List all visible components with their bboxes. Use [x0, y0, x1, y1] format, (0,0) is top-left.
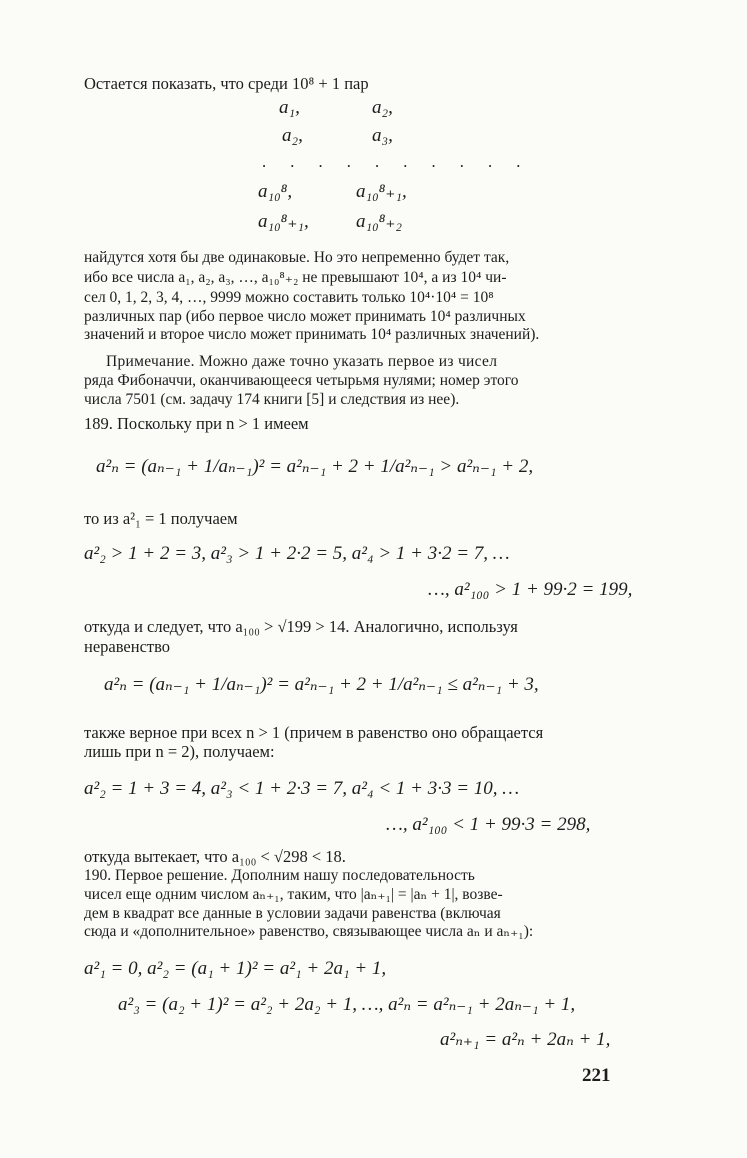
text-line: сел 0, 1, 2, 3, 4, …, 9999 можно составить только 10⁴·10⁴ = 10⁸ [84, 289, 494, 306]
text-line: ряда Фибоначчи, оканчивающееся четырьмя нулями; номер этого [84, 372, 519, 389]
formula-line: …, a²₁₀₀ > 1 + 99·2 = 199, [428, 579, 633, 600]
problem-190-heading: 190. Первое решение. Дополним нашу последовательность [84, 867, 475, 884]
formula-line: …, a²₁₀₀ < 1 + 99·3 = 298, [386, 814, 591, 835]
pair-table-ellipsis: . . . . . . . . . . [262, 152, 531, 171]
text-line: Остается показать, что среди 10⁸ + 1 пар [84, 74, 369, 93]
page-number: 221 [582, 1065, 611, 1086]
remark-line: Примечание. Можно даже точно указать первое из чисел [106, 353, 498, 370]
text-line: откуда и следует, что a₁₀₀ > √199 > 14. Аналогично, используя [84, 617, 518, 636]
formula-line: a²₁ = 0, a²₂ = (a₁ + 1)² = a²₁ + 2a₁ + 1, [84, 958, 387, 979]
text-line: откуда вытекает, что a₁₀₀ < √298 < 18. [84, 847, 346, 866]
pair-table-cell: a₁₀⁸, [258, 181, 293, 202]
formula-line: a²ₙ = (aₙ₋₁ + 1/aₙ₋₁)² = a²ₙ₋₁ + 2 + 1/a²ₙ₋₁ ≤ a²ₙ₋₁ + 3, [104, 674, 539, 695]
formula-line: a²₃ = (a₂ + 1)² = a²₂ + 2a₂ + 1, …, a²ₙ = a²ₙ₋₁ + 2aₙ₋₁ + 1, [118, 994, 576, 1015]
problem-189-heading: 189. Поскольку при n > 1 имеем [84, 414, 309, 433]
text-line: числа 7501 (см. задачу 174 книги [5] и следствия из нее). [84, 391, 460, 408]
pair-table-cell: a₃, [372, 125, 393, 146]
text-line: значений и второе число может принимать 10⁴ различных значений). [84, 326, 540, 343]
text-line: сюда и «дополнительное» равенство, связывающее числа aₙ и aₙ₊₁): [84, 923, 534, 940]
text-line: найдутся хотя бы две одинаковые. Но это непременно будет так, [84, 249, 510, 266]
pair-table-cell: a₂, [372, 97, 393, 118]
text-line: чисел еще одним числом aₙ₊₁, таким, что |aₙ₊₁| = |aₙ + 1|, возве- [84, 886, 503, 903]
text-line: неравенство [84, 637, 171, 656]
text-line: лишь при n = 2), получаем: [84, 742, 275, 761]
pair-table-cell: a₁, [279, 97, 300, 118]
text-line: различных пар (ибо первое число может принимать 10⁴ различных [84, 308, 526, 325]
pair-table-cell: a₁₀⁸₊₂ [356, 211, 402, 232]
formula-line: a²ₙ₊₁ = a²ₙ + 2aₙ + 1, [440, 1029, 611, 1050]
pair-table-cell: a₁₀⁸₊₁, [356, 181, 407, 202]
formula-line: a²₂ = 1 + 3 = 4, a²₃ < 1 + 2·3 = 7, a²₄ < 1 + 3·3 = 10, … [84, 778, 520, 799]
formula-line: a²₂ > 1 + 2 = 3, a²₃ > 1 + 2·2 = 5, a²₄ > 1 + 3·2 = 7, … [84, 543, 510, 564]
text-line: то из a²₁ = 1 получаем [84, 509, 238, 528]
pair-table-cell: a₁₀⁸₊₁, [258, 211, 309, 232]
text-line: дем в квадрат все данные в условии задачи равенства (включая [84, 905, 501, 922]
text-line: ибо все числа a₁, a₂, a₃, …, a₁₀⁸₊₂ не превышают 10⁴, а из 10⁴ чи- [84, 269, 507, 286]
pair-table-cell: a₂, [282, 125, 303, 146]
text-line: также верное при всех n > 1 (причем в равенство оно обращается [84, 723, 544, 742]
formula-line: a²ₙ = (aₙ₋₁ + 1/aₙ₋₁)² = a²ₙ₋₁ + 2 + 1/a²ₙ₋₁ > a²ₙ₋₁ + 2, [96, 456, 534, 477]
